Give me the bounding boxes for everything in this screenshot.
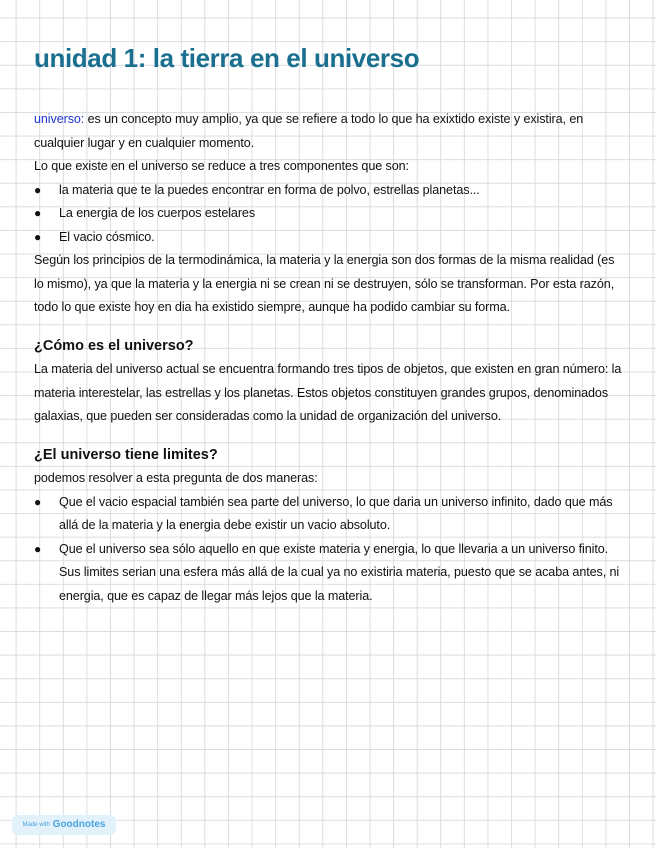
list-item-text: El vacio cósmico. [59, 229, 155, 244]
components-intro: Lo que existe en el universo se reduce a tres componentes que son: [34, 159, 409, 173]
goodnotes-logo: Goodnotes [52, 819, 106, 830]
list-item [34, 202, 626, 226]
list-item-text: la materia que te la puedes encontrar en forma de polvo, estrellas planetas... [59, 182, 480, 197]
made-with-label: Made with [22, 822, 50, 828]
note-page [34, 38, 626, 608]
term-universo: universo: [34, 112, 85, 126]
page-title: unidad 1: la tierra en el universo [34, 43, 420, 73]
list-item [34, 226, 626, 250]
thermodynamics-paragraph: Según los principios de la termodinámica, la materia y la energia son dos formas de la misma realidad (es lo mismo), ya que la materia y la energia ni se crean ni se destruyen, sólo se transforman. Por esta razón, todo lo que existe hoy en dia ha existido siempre, aunque ha podido cambiar su forma. [34, 253, 615, 314]
como-es-paragraph: La materia del universo actual se encuentra formando tres tipos de objetos, que existen en gran número: la materia interestelar, las estrellas y los planetas. Estos objetos constituyen grandes grupos, denominados galaxias, que pueden ser consideradas como la unidad de organización del universo. [34, 362, 622, 423]
goodnotes-watermark [12, 815, 116, 835]
limites-options-list [34, 491, 626, 609]
bullet-icon: ● [34, 206, 42, 220]
list-item [34, 538, 626, 609]
heading-universo-limites: ¿El universo tiene limites? [34, 446, 218, 463]
intro-definition: es un concepto muy amplio, ya que se refiere a todo lo que ha exixtido existe y existira, en cualquier lugar y en cualquier momento. [34, 112, 584, 150]
list-item-text: La energia de los cuerpos estelares [59, 206, 256, 220]
list-item [34, 491, 626, 538]
list-item-text: Que el vacio espacial también sea parte del universo, lo que daria un universo infinito, dado que más allá de la materia y la energia debe existir un vacio absoluto. [59, 494, 613, 532]
bullet-icon: ● [34, 494, 42, 509]
bullet-icon: ● [34, 541, 42, 556]
limites-intro: podemos resolver a esta pregunta de dos maneras: [34, 471, 318, 485]
list-item [34, 179, 626, 203]
bullet-icon: ● [34, 182, 42, 197]
components-list [34, 179, 626, 250]
intro-paragraph [34, 108, 626, 155]
bullet-icon: ● [34, 229, 42, 244]
heading-como-es-universo: ¿Cómo es el universo? [34, 337, 194, 354]
list-item-text: Que el universo sea sólo aquello en que existe materia y energia, lo que llevaria a un universo finito. Sus limites serian una esfera más allá de la cual ya no existiria materia, puesto que se acaba antes, ni energia, que es capaz de llegar más lejos que la materia. [59, 541, 620, 603]
